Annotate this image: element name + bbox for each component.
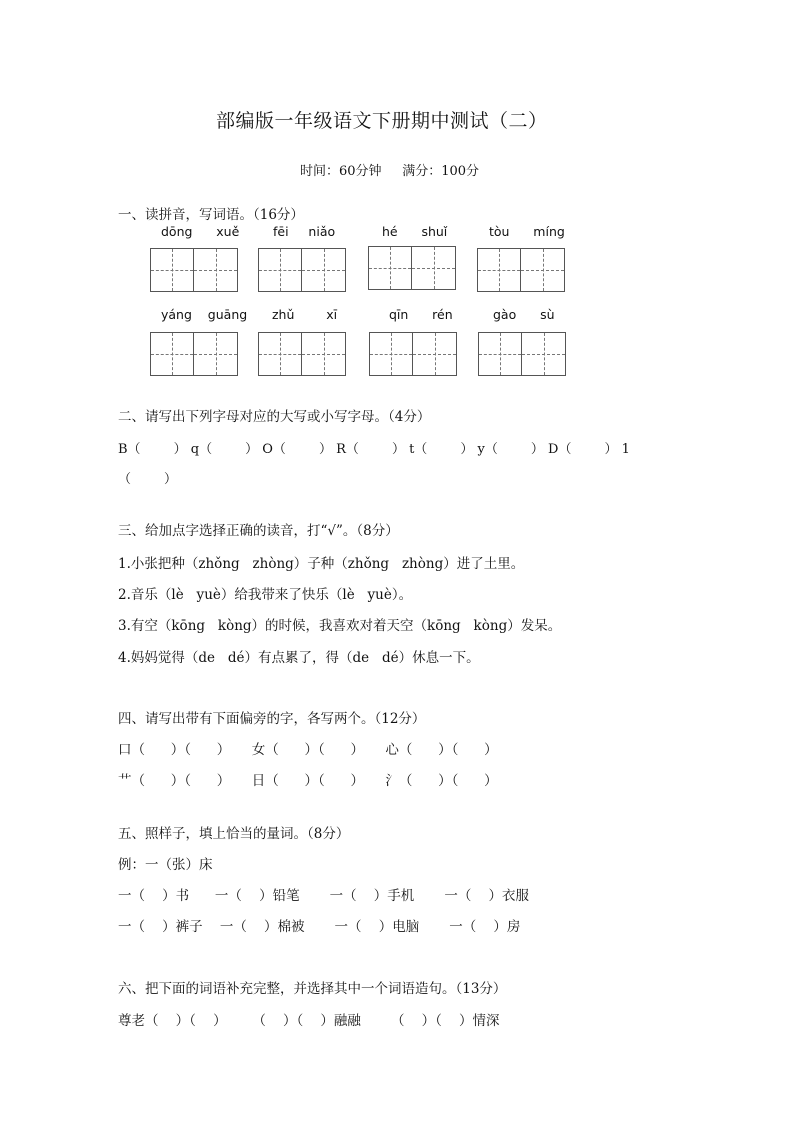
pinyin-label: hé shuǐ (382, 224, 448, 239)
grid-cell[interactable] (194, 332, 238, 376)
radical-blanks[interactable]: 口（ ）（ ） 女（ ）（ ） 心（ ）（ ） (118, 742, 498, 758)
grid-cell[interactable] (477, 248, 521, 292)
grid-cell[interactable] (413, 332, 457, 376)
grid-cell[interactable] (369, 332, 413, 376)
pinyin-label: qīn rén (389, 307, 453, 322)
writing-grid[interactable] (478, 332, 566, 376)
question-item[interactable]: 1.小张把种（zhǒng zhòng）子种（zhǒng zhòng）进了土里。 (118, 556, 525, 572)
example-line: 例：一（张）床 (118, 857, 213, 873)
grid-cell[interactable] (412, 246, 456, 290)
idiom-blanks[interactable]: 尊老（ ）（ ） （ ）（ ）融融 （ ）（ ）情深 (118, 1013, 500, 1029)
section-4-heading: 四、请写出带有下面偏旁的字，各写两个。（12分） (118, 711, 426, 727)
grid-cell[interactable] (258, 332, 302, 376)
question-item[interactable]: 2.音乐（lè yuè）给我带来了快乐（lè yuè）。 (118, 587, 413, 603)
pinyin-label: dōng xuě (161, 224, 240, 239)
section-3-heading: 三、给加点字选择正确的读音，打“√”。（8分） (118, 523, 399, 539)
grid-cell[interactable] (478, 332, 522, 376)
letter-blanks[interactable]: （ ） (118, 472, 178, 487)
measure-word-blanks[interactable]: 一（ ）书 一（ ）铅笔 一（ ）手机 一（ ）衣服 (118, 888, 529, 904)
grid-cell[interactable] (368, 246, 412, 290)
pinyin-label: gào sù (493, 307, 555, 322)
grid-cell[interactable] (521, 248, 565, 292)
question-item[interactable]: 3.有空（kōng kòng）的时候，我喜欢对着天空（kōng kòng）发呆。 (118, 618, 562, 634)
writing-grid[interactable] (368, 246, 456, 290)
writing-grid[interactable] (150, 248, 238, 292)
grid-cell[interactable] (302, 332, 346, 376)
section-6-heading: 六、把下面的词语补充完整，并选择其中一个词语造句。（13分） (118, 981, 507, 997)
writing-grid[interactable] (258, 248, 346, 292)
writing-grid[interactable] (258, 332, 346, 376)
exam-meta: 时间：60分钟 满分：100分 (300, 164, 480, 179)
measure-word-blanks[interactable]: 一（ ）裤子 一（ ）棉被 一（ ）电脑 一（ ）房 (118, 919, 521, 935)
writing-grid[interactable] (477, 248, 565, 292)
radical-blanks[interactable]: 艹（ ）（ ） 日（ ）（ ） 氵（ ）（ ） (118, 773, 498, 789)
grid-cell[interactable] (150, 332, 194, 376)
grid-cell[interactable] (150, 248, 194, 292)
grid-cell[interactable] (258, 248, 302, 292)
page-title: 部编版一年级语文下册期中测试（二） (216, 110, 548, 132)
section-5-heading: 五、照样子，填上恰当的量词。（8分） (118, 826, 350, 842)
pinyin-label: zhǔ xī (272, 307, 338, 322)
writing-grid[interactable] (150, 332, 238, 376)
grid-cell[interactable] (522, 332, 566, 376)
section-1-heading: 一、读拼音，写词语。（16分） (118, 207, 304, 223)
pinyin-label: fēi niǎo (273, 224, 336, 239)
question-item[interactable]: 4.妈妈觉得（de dé）有点累了，得（de dé）休息一下。 (118, 650, 480, 666)
grid-cell[interactable] (302, 248, 346, 292)
pinyin-label: tòu míng (489, 224, 565, 239)
grid-cell[interactable] (194, 248, 238, 292)
section-2-heading: 二、请写出下列字母对应的大写或小写字母。（4分） (118, 409, 431, 425)
letter-blanks[interactable]: B（ ） q（ ） O（ ） R（ ） t（ ） y（ ） D（ ） 1 (118, 442, 630, 457)
writing-grid[interactable] (369, 332, 457, 376)
pinyin-label: yáng guāng (161, 307, 248, 322)
